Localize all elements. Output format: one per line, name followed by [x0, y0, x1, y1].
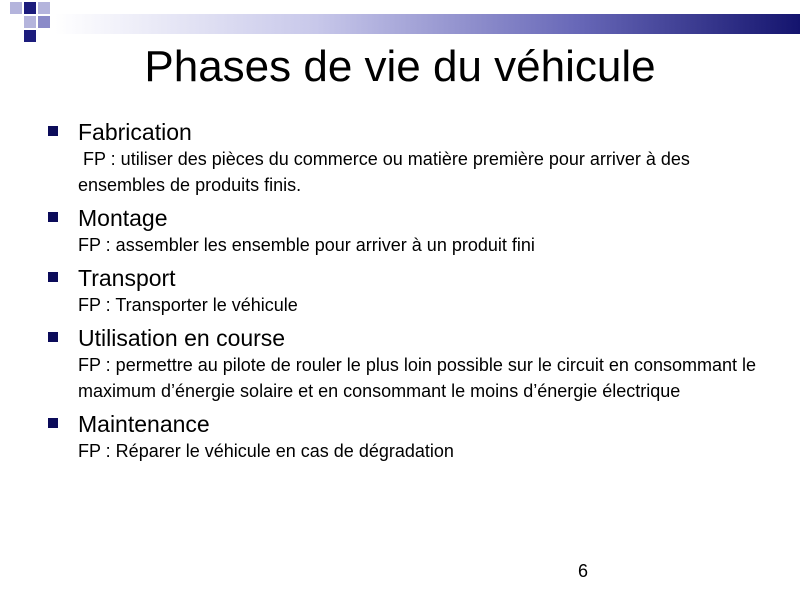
- deco-square: [38, 16, 50, 28]
- deco-square: [38, 2, 50, 14]
- list-item: [48, 410, 768, 464]
- item-title: Utilisation en course: [78, 325, 286, 351]
- deco-square: [10, 2, 22, 14]
- list-item: [48, 118, 768, 198]
- gradient-band: [55, 14, 800, 34]
- item-description: FP : assembler les ensemble pour arriver à un produit fini: [78, 235, 535, 255]
- square-bullet-icon: [48, 212, 58, 222]
- item-description: FP : utiliser des pièces du commerce ou matière première pour arriver à des ensembles de produits finis.: [78, 149, 690, 195]
- square-bullet-icon: [48, 418, 58, 428]
- item-title: Maintenance: [78, 411, 210, 437]
- square-bullet-icon: [48, 332, 58, 342]
- list-item: [48, 264, 768, 318]
- square-bullet-icon: [48, 126, 58, 136]
- item-title: Fabrication: [78, 119, 192, 145]
- list-item: [48, 204, 768, 258]
- square-bullet-icon: [48, 272, 58, 282]
- bullet-list: [48, 118, 768, 470]
- item-description: FP : permettre au pilote de rouler le plus loin possible sur le circuit en consommant le maximum d’énergie solaire et en consommant le moins d’énergie électrique: [78, 355, 756, 401]
- item-description: FP : Transporter le véhicule: [78, 295, 298, 315]
- deco-square: [24, 2, 36, 14]
- item-title: Transport: [78, 265, 176, 291]
- deco-square: [24, 16, 36, 28]
- item-title: Montage: [78, 205, 168, 231]
- page-number: 6: [578, 561, 589, 581]
- list-item: [48, 324, 768, 404]
- slide-title: Phases de vie du véhicule: [144, 42, 656, 91]
- item-description: FP : Réparer le véhicule en cas de dégradation: [78, 441, 454, 461]
